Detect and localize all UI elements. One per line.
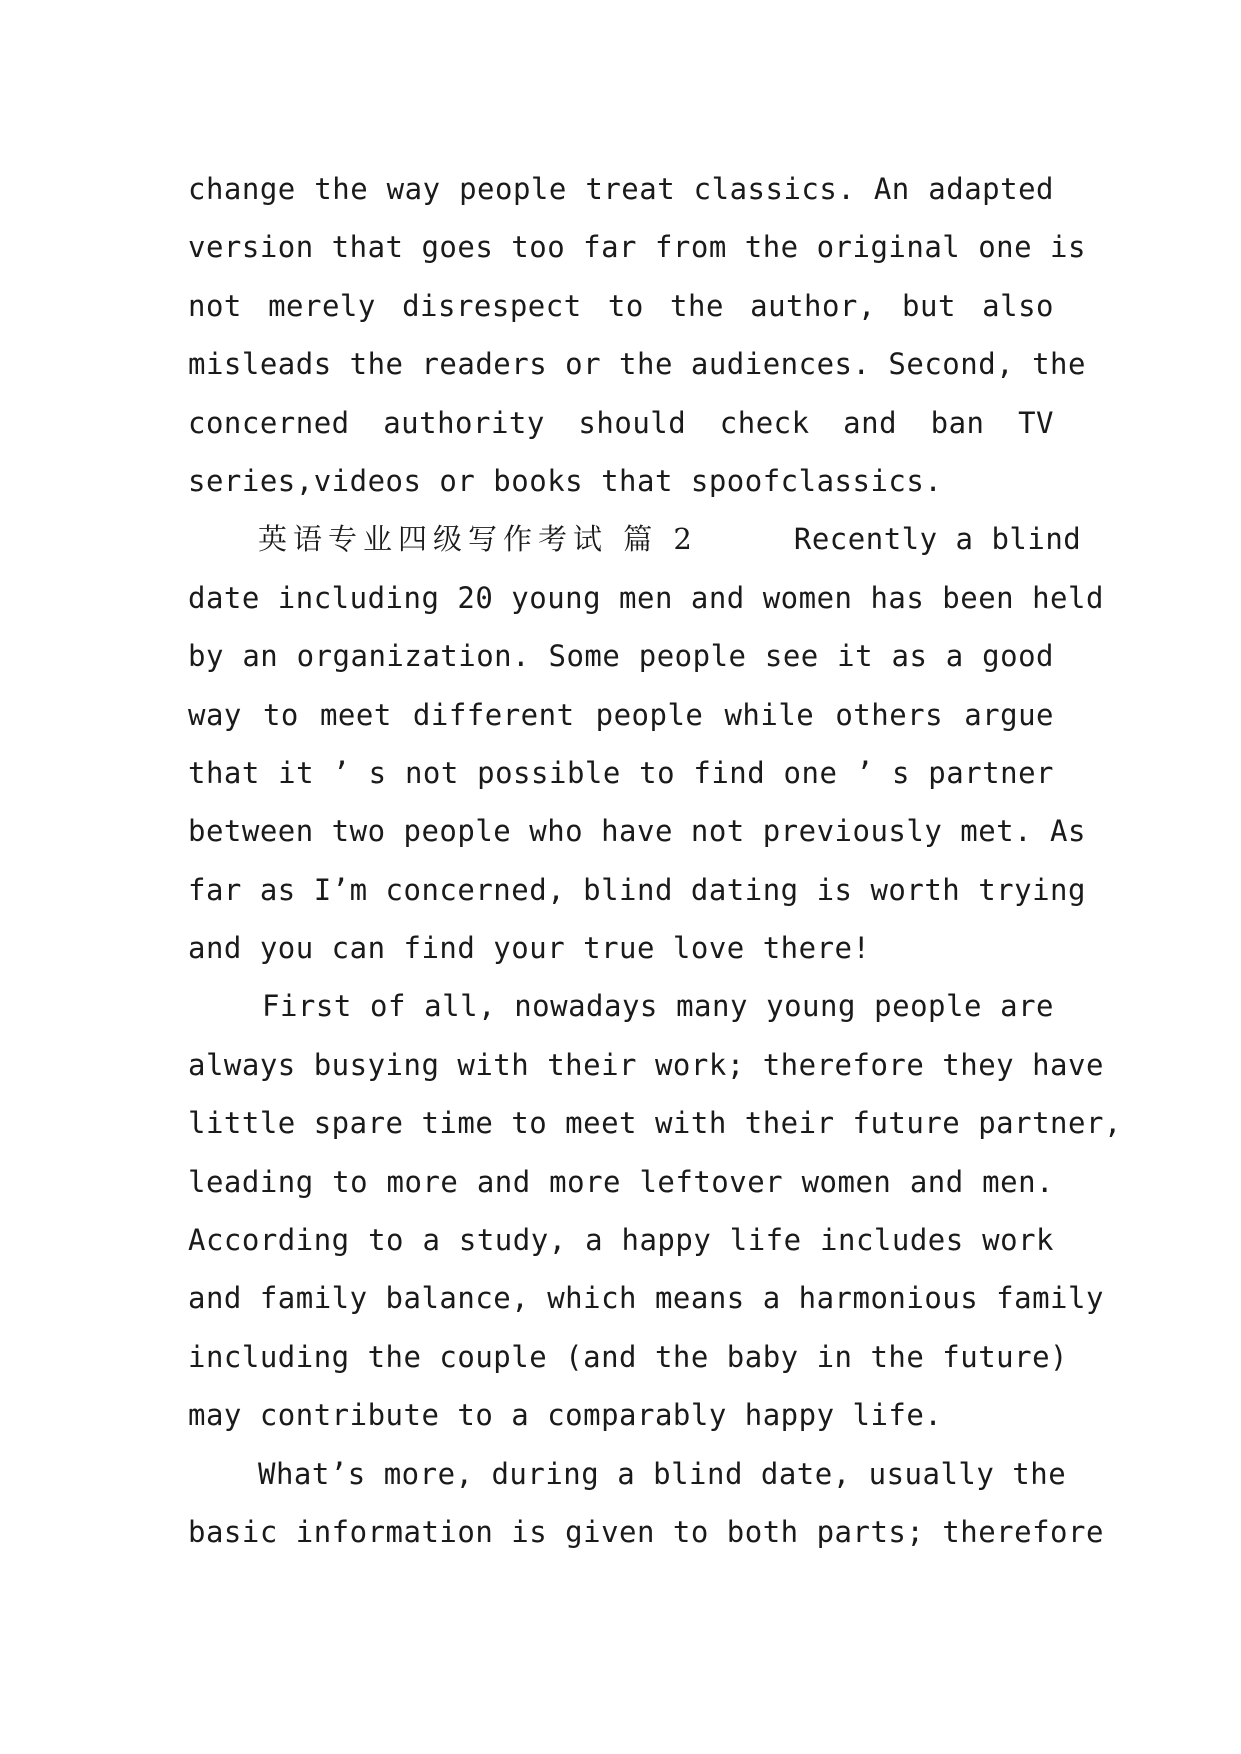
heading-line: [188, 510, 1082, 568]
text-line: First of all, nowadays many young people are: [262, 989, 1054, 1024]
paragraph-4: [188, 1445, 1104, 1562]
paragraph-2: [188, 510, 1104, 977]
text-line: What’s more, during a blind date, usually the: [258, 1456, 1067, 1491]
paragraph-3: [188, 977, 1122, 1444]
paragraph-1: [188, 160, 1086, 510]
text-line: far as I’m concerned, blind dating is worth trying: [188, 872, 1086, 907]
text-line: series,videos or books that spoofclassics.: [188, 463, 943, 498]
text-line: always busying with their work; therefore they have: [188, 1047, 1104, 1082]
text-line: way to meet different people while others argue: [188, 697, 1054, 732]
text-line: version that goes too far from the original one is: [188, 230, 1086, 265]
text-line: by an organization. Some people see it as a good: [188, 639, 1054, 674]
text-line: According to a study, a happy life includes work: [188, 1223, 1054, 1258]
text-line: basic information is given to both parts; therefore: [188, 1514, 1104, 1549]
text-line: not merely disrespect to the author, but also: [188, 288, 1054, 323]
text-line: change the way people treat classics. An adapted: [188, 172, 1054, 206]
text-line: that it ’ s not possible to find one ’ s partner: [188, 755, 1054, 790]
text-line: concerned authority should check and ban TV: [188, 405, 1054, 440]
text-line: and you can find your true love there!: [188, 931, 871, 966]
document-body: [188, 160, 1122, 1561]
text-line: and family balance, which means a harmonious family: [188, 1281, 1104, 1316]
text-line: misleads the readers or the audiences. Second, the: [188, 347, 1086, 382]
text-line: date including 20 young men and women has been held: [188, 580, 1104, 615]
text-line: may contribute to a comparably happy life.: [188, 1398, 943, 1433]
paragraph-2-opening: Recently a blind: [793, 522, 1082, 557]
text-line: little spare time to meet with their future partner,: [188, 1106, 1122, 1141]
section-heading: 英语专业四级写作考试 篇 2: [258, 522, 698, 557]
text-line: between two people who have not previously met. As: [188, 814, 1086, 849]
text-line: leading to more and more leftover women and men.: [188, 1164, 1054, 1199]
text-line: including the couple (and the baby in the future): [188, 1339, 1069, 1374]
